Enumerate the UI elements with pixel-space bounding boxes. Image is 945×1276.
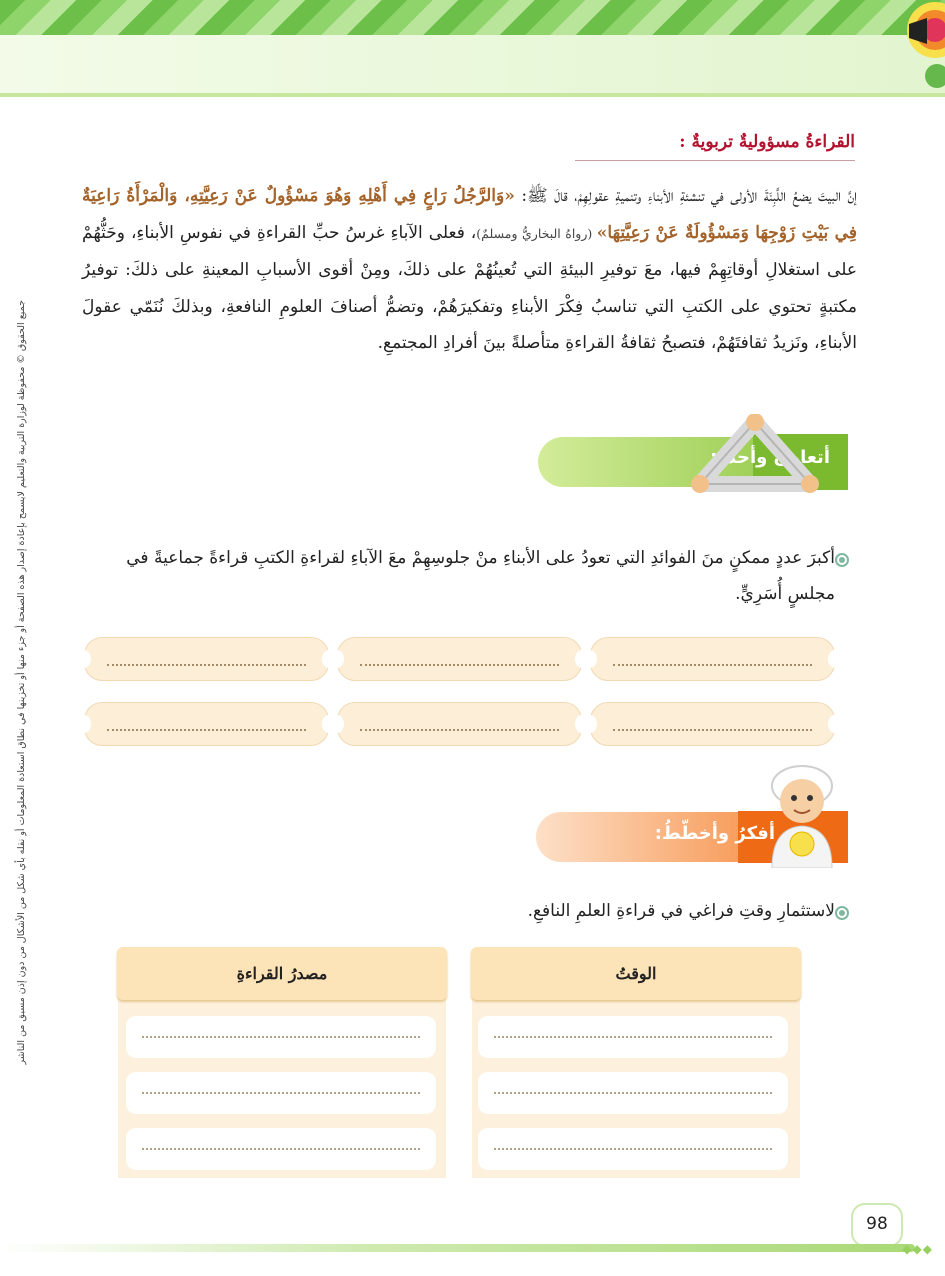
answer-tile[interactable] bbox=[590, 702, 835, 746]
paragraph-intro: إنَّ البيتَ يضعُ اللَّبِنَةَ الأولى في تنشئةِ الأبناءِ وتنميةِ عقولِهِمْ، قالَ ﷺ: bbox=[514, 186, 857, 206]
activity-title-plan: أفكرُ وأخطّطُ: bbox=[654, 823, 775, 844]
table-header-source: مصدرُ القراءةِ bbox=[117, 947, 447, 1000]
teamwork-triangle-icon bbox=[680, 414, 830, 494]
table-cell-source[interactable] bbox=[126, 1072, 436, 1114]
answer-tile[interactable] bbox=[84, 702, 329, 746]
table-cell-time[interactable] bbox=[478, 1072, 788, 1114]
answer-tile[interactable] bbox=[590, 637, 835, 681]
table-cell-time[interactable] bbox=[478, 1128, 788, 1170]
header-light-band bbox=[0, 35, 945, 93]
title-underline bbox=[575, 160, 855, 161]
hadith-reference: (رواهُ البخاريُّ ومسلمٌ) bbox=[476, 225, 597, 241]
bullet-icon bbox=[835, 906, 849, 920]
page-number: 98 bbox=[851, 1203, 903, 1247]
footer-dots-icon: ◆◆◆ bbox=[902, 1242, 933, 1256]
answer-tile[interactable] bbox=[337, 702, 582, 746]
section-title: القراءةُ مسؤوليةٌ تربويةٌ : bbox=[679, 132, 855, 152]
hadith-quote: «وَالرَّجُلُ رَاعٍ فِي أَهْلِهِ وَهُوَ مَسْؤُولٌ عَنْ رَعِيَّتِهِ، وَالْمَرْأَةُ رَاعِيَةٌ فِي بَيْتِ زَوْجِهَا وَمَسْؤُولَةٌ عَنْ رَعِيَّتِهَا» bbox=[82, 186, 857, 243]
header-rosette-icon bbox=[887, 0, 945, 92]
table-cell-time[interactable] bbox=[478, 1016, 788, 1058]
thinking-boy-icon bbox=[752, 756, 852, 868]
activity2-question: لاستثمارِ وقتِ فراغي في قراءةِ العلمِ النافعِ. bbox=[527, 901, 835, 921]
answer-tile[interactable] bbox=[337, 637, 582, 681]
bullet-icon bbox=[835, 553, 849, 567]
paragraph-body: ، فعلى الآباءِ غرسُ حبِّ القراءةِ في نفوسِ الأبناءِ، وحَثُّهُمْ على استغلالِ أوقاتِهِمْ فيها، معَ توفيرِ البيئةِ التي تُعينُهُمْ على ذلكَ، ومِنْ أقوى الأسبابِ المعينةِ على ذلكَ: توفيرُ مكتبةٍ تحتوي على الكتبِ التي تناسبُ فِكْرَ الأبناءِ وتفكيرَهُمْ، وتضمُّ أصنافَ العلومِ النافعةِ، وبذلكَ نُنَمّي عقولَ الأبناءِ، ونَزيدُ ثقافتَهُمْ، فتصبحُ ثقافةُ القراءةِ متأصلةً بينَ أفرادِ المجتمعِ. bbox=[82, 222, 857, 353]
activity1-question: أكبرَ عددٍ ممكنٍ منَ الفوائدِ التي تعودُ على الأبناءِ منْ جلوسِهِمْ معَ الآباءِ لقراءةِ الكتبِ قراءةً جماعيةً في مجلسٍ أُسَرِيٍّ. bbox=[126, 548, 835, 604]
table-header-time: الوقتُ bbox=[471, 947, 801, 1000]
table-cell-source[interactable] bbox=[126, 1016, 436, 1058]
answer-tile[interactable] bbox=[84, 637, 329, 681]
header-divider bbox=[0, 93, 945, 97]
table-cell-source[interactable] bbox=[126, 1128, 436, 1170]
footer-line bbox=[0, 1244, 915, 1252]
copyright-note: جميع الحقوق © محفوظة لوزارة التربية والتعليم لايسمح بإعادة إصدار هذه الصفحة أو جزء منها أو تخزينها في نطاق استعادة المعلومات أو نقله بأي شكل من الأشكال من دون إذن مسبق من الناشر bbox=[16, 300, 27, 1065]
header-pattern-band bbox=[0, 0, 945, 35]
main-paragraph bbox=[82, 178, 857, 362]
activity-title-collaborate: أتعاونُ وأحدّدُ: bbox=[710, 447, 830, 468]
